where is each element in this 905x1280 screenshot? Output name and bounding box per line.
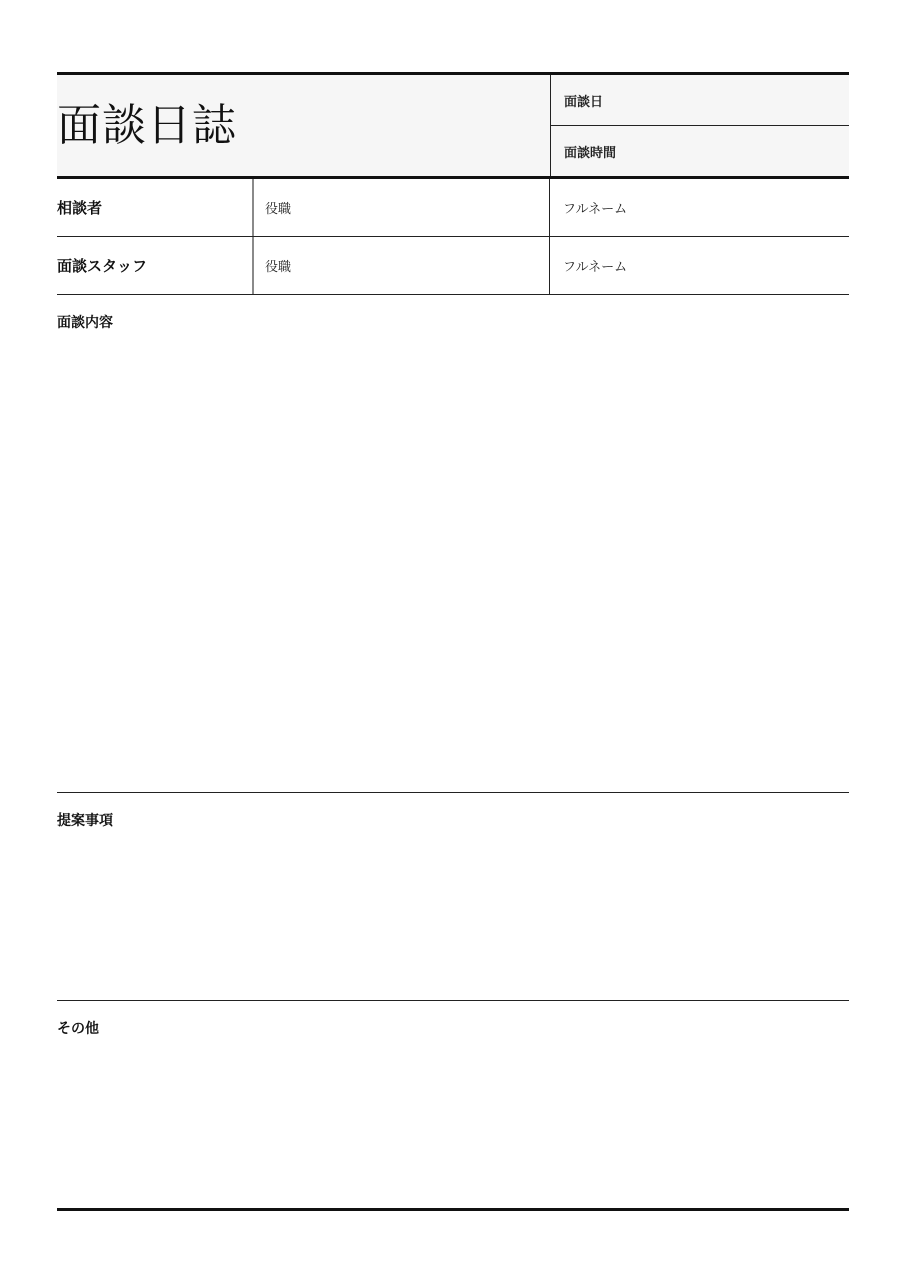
other-section (57, 1001, 849, 1211)
consultee-role-field[interactable]: 役職 (254, 179, 550, 236)
header-band (57, 72, 849, 179)
title-cell (57, 75, 550, 176)
interview-time-field[interactable] (551, 125, 849, 176)
interview-date-label: 面談日 (564, 94, 604, 110)
interview-content-label: 面談内容 (57, 315, 113, 331)
page-title: 面談日誌 (57, 99, 237, 151)
proposals-body[interactable] (57, 838, 849, 992)
meta-cell (550, 75, 849, 176)
consultee-name-field[interactable]: フルネーム (563, 202, 628, 217)
staff-label: 面談スタッフ (57, 237, 254, 294)
interview-time-label: 面談時間 (564, 145, 617, 161)
proposals-label: 提案事項 (57, 813, 113, 829)
staff-role-field[interactable]: 役職 (254, 237, 550, 294)
proposals-section (57, 793, 849, 1001)
staff-row (57, 237, 849, 295)
other-body[interactable] (57, 1046, 849, 1200)
interview-content-body[interactable] (57, 340, 849, 784)
consultee-label: 相談者 (57, 179, 254, 236)
interview-log-sheet (57, 72, 849, 1211)
interview-content-section (57, 295, 849, 793)
interview-date-field[interactable] (551, 75, 849, 125)
consultee-row (57, 179, 849, 237)
staff-name-field[interactable]: フルネーム (563, 260, 628, 275)
other-label: その他 (57, 1021, 99, 1037)
